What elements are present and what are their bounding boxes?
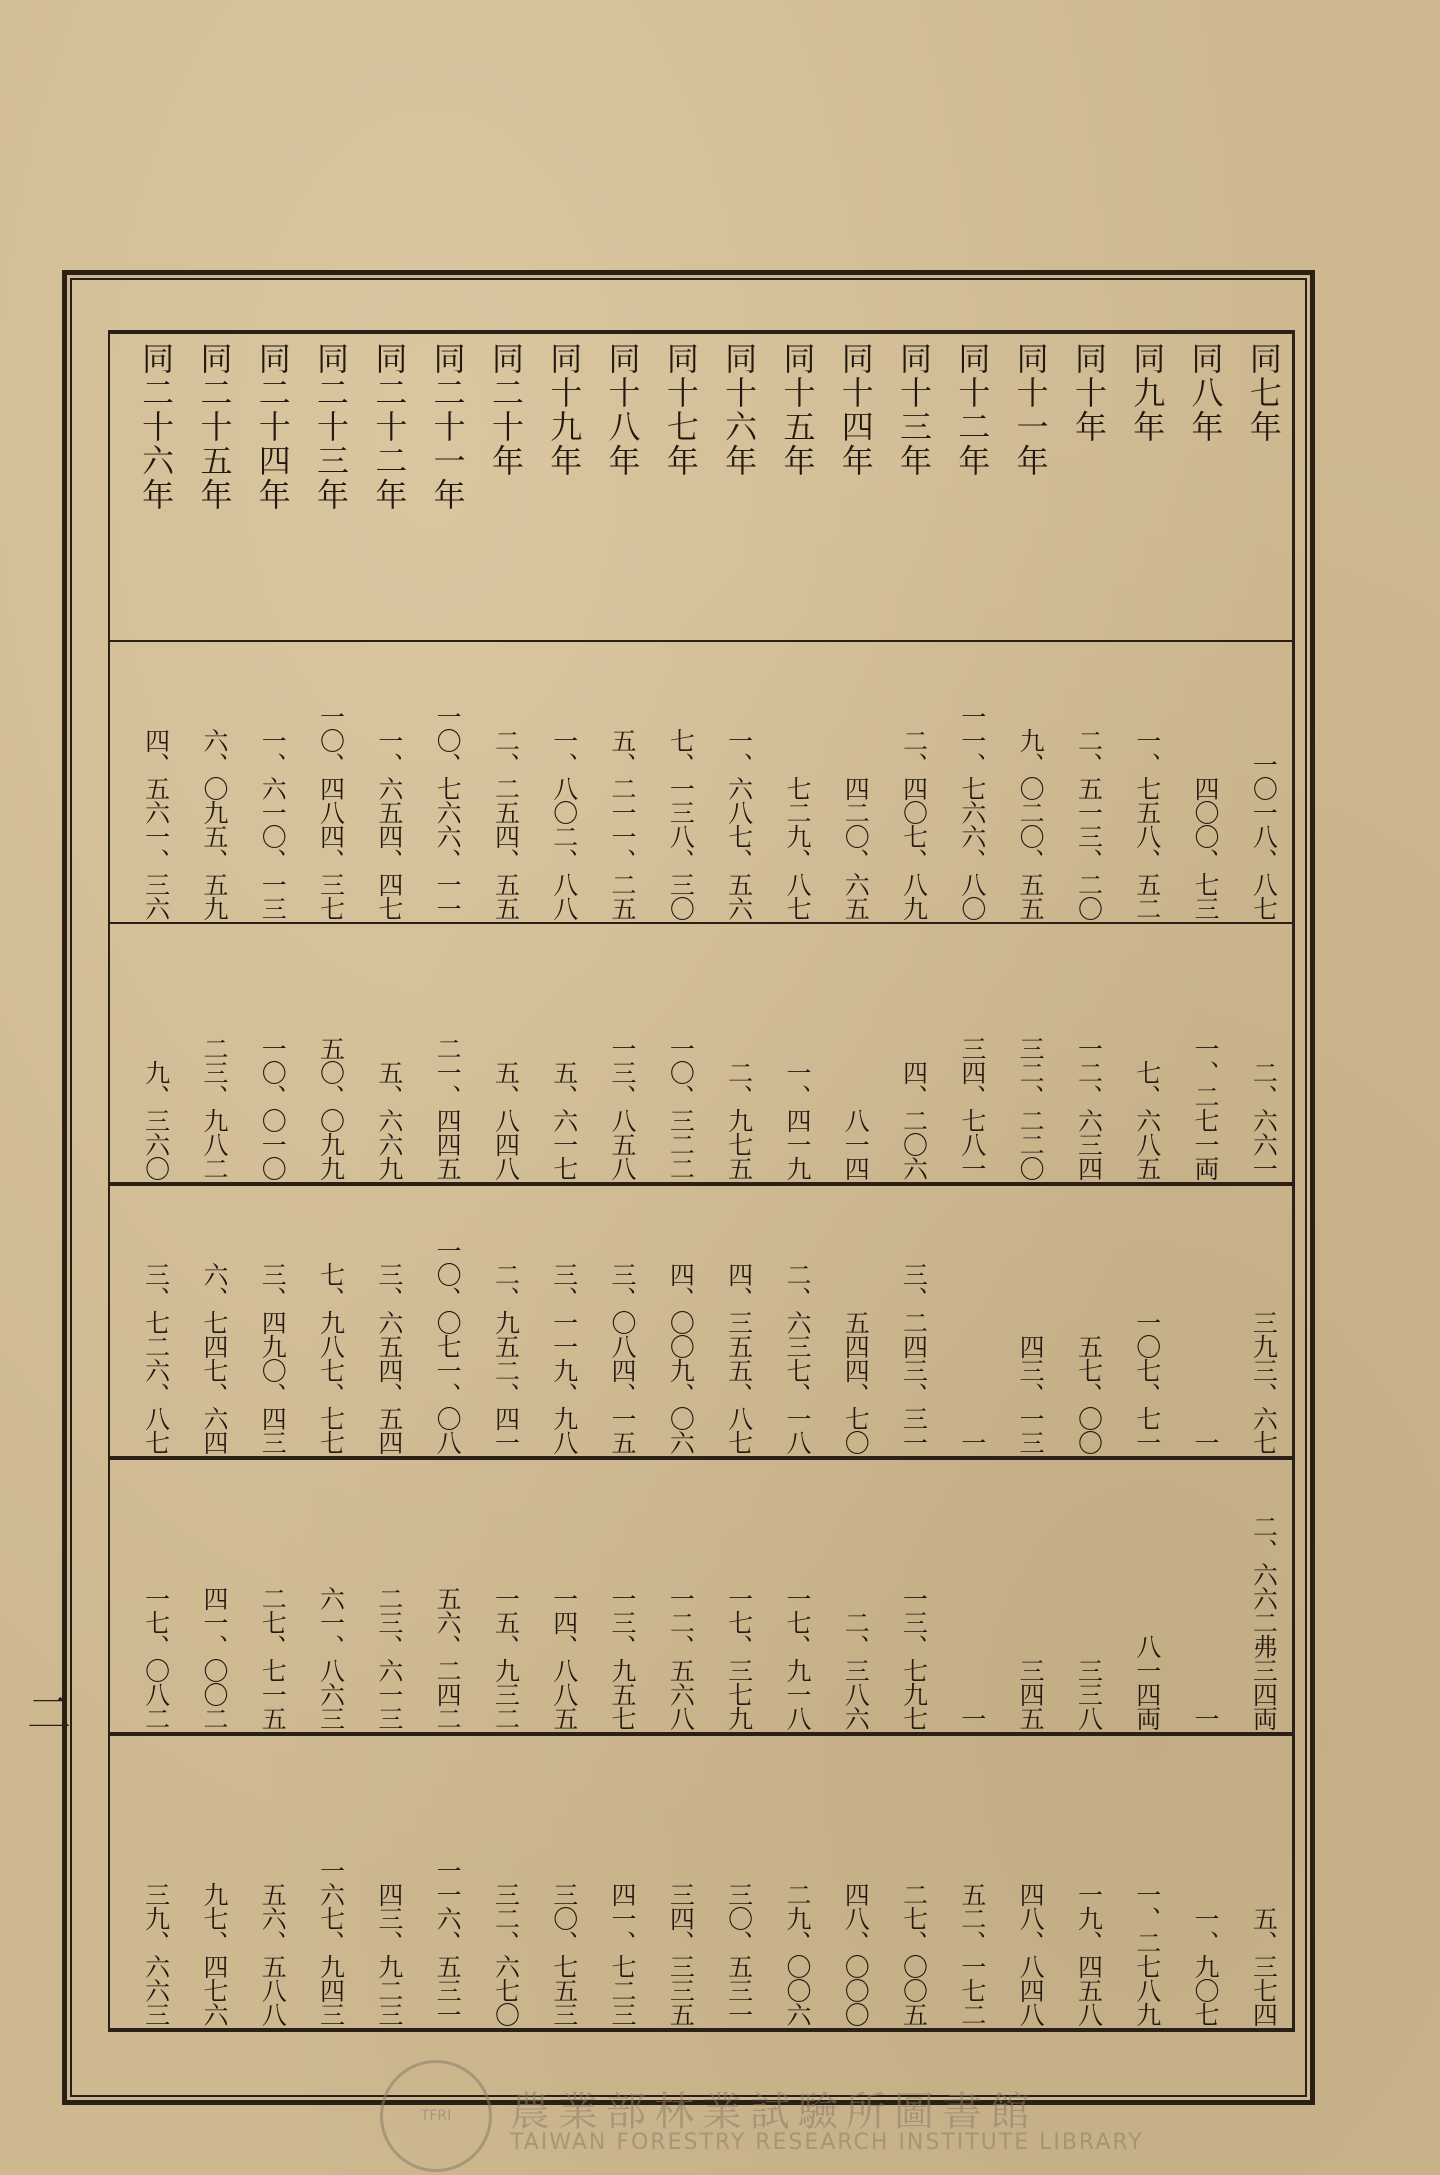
value-cell: [652, 1192, 710, 1454]
value-cell: [1002, 930, 1060, 1180]
value-cell: [244, 930, 302, 1180]
value-text: 一四、八八五: [549, 1586, 579, 1730]
value-cell: [1176, 670, 1234, 920]
value-text: 三、〇八四、一五: [608, 1262, 638, 1454]
year-label: 同十六年: [720, 342, 759, 478]
value-cell: [1176, 1742, 1234, 2026]
value-text: 二、五一三、二〇: [1074, 728, 1104, 920]
value-cell: [885, 670, 943, 920]
value-cell: [419, 1468, 477, 1730]
year-header-cell: [419, 342, 477, 638]
value-cell: [360, 670, 418, 920]
value-cell: [1176, 1468, 1234, 1730]
value-text: 三、七二六、八七: [141, 1262, 171, 1454]
value-cell: [827, 930, 885, 1180]
year-header-cell: [827, 342, 885, 638]
value-cell: [1060, 1468, 1118, 1730]
value-cell: [1060, 1742, 1118, 2026]
value-cell: [185, 1742, 243, 2026]
value-cell: [943, 930, 1001, 1180]
value-cell: [768, 1192, 826, 1454]
year-label: 同十年: [1069, 342, 1108, 444]
value-text: 九七、四七六: [199, 1882, 229, 2026]
year-label: 同二十年: [486, 342, 525, 478]
value-text: 五〇、〇九九: [316, 1036, 346, 1180]
value-cell: [652, 670, 710, 920]
value-text: 四八、八四八: [1016, 1882, 1046, 2026]
year-header-cell: [1235, 342, 1293, 638]
value-cell: [593, 670, 651, 920]
value-cell: [827, 1192, 885, 1454]
value-text: 五、八四八: [491, 1060, 521, 1180]
table-column: [943, 330, 1001, 2032]
value-text: 一、八〇二、八八: [549, 728, 579, 920]
value-text: 四八、〇〇〇: [841, 1882, 871, 2026]
value-text: 五、三七四: [1249, 1906, 1279, 2026]
value-text: 三四、七八一: [957, 1036, 987, 1180]
value-cell: [593, 1468, 651, 1730]
value-text: 二七、七一五: [258, 1586, 288, 1730]
value-cell: [943, 1192, 1001, 1454]
value-cell: [419, 1192, 477, 1454]
value-cell: [1002, 1742, 1060, 2026]
value-text: 五、六六九: [374, 1060, 404, 1180]
value-text: 六一、八六三: [316, 1586, 346, 1730]
value-cell: [477, 670, 535, 920]
value-text: 三二、二二〇: [1016, 1036, 1046, 1180]
value-text: 五六、二四二: [433, 1586, 463, 1730]
value-text: 二、四〇七、八九: [899, 728, 929, 920]
value-cell: [1060, 1192, 1118, 1454]
table-left-rule: [108, 330, 110, 2032]
value-cell: [1118, 930, 1176, 1180]
table-column: [827, 330, 885, 2032]
value-text: 一、六五四、四七: [374, 728, 404, 920]
value-cell: [1060, 930, 1118, 1180]
value-text: 一: [1191, 1706, 1221, 1730]
value-text: 七、一三八、三〇: [666, 728, 696, 920]
value-text: 一、二七一両: [1191, 1036, 1221, 1180]
value-cell: [593, 1192, 651, 1454]
year-header-cell: [1002, 342, 1060, 638]
library-seal: TFRI: [380, 2060, 492, 2172]
value-cell: [1002, 1468, 1060, 1730]
value-cell: [710, 1468, 768, 1730]
value-text: 七二九、八七: [782, 776, 812, 920]
value-cell: [1176, 1192, 1234, 1454]
year-label: 同二十二年: [370, 342, 409, 512]
library-watermark: [380, 2060, 1144, 2170]
value-text: 四一、〇〇二: [199, 1586, 229, 1730]
value-cell: [535, 1742, 593, 2026]
value-text: 七、六八五: [1132, 1060, 1162, 1180]
value-text: 九、〇二〇、五五: [1016, 728, 1046, 920]
table-column: [477, 330, 535, 2032]
value-cell: [360, 930, 418, 1180]
year-header-cell: [477, 342, 535, 638]
table-column: [535, 330, 593, 2032]
year-header-cell: [768, 342, 826, 638]
value-text: 三〇、五三一: [724, 1882, 754, 2026]
value-cell: [477, 1468, 535, 1730]
value-text: 一〇、〇一〇: [258, 1036, 288, 1180]
value-cell: [652, 1742, 710, 2026]
value-cell: [768, 670, 826, 920]
year-label: 同八年: [1186, 342, 1225, 444]
value-cell: [302, 1742, 360, 2026]
value-cell: [943, 1742, 1001, 2026]
value-text: 一、九〇七: [1191, 1906, 1221, 2026]
value-text: 一〇一八、八七: [1249, 752, 1279, 920]
value-text: 一: [957, 1430, 987, 1454]
value-text: 一三、九五七: [608, 1586, 638, 1730]
value-cell: [244, 1192, 302, 1454]
value-cell: [1235, 1192, 1293, 1454]
value-cell: [127, 1742, 185, 2026]
year-label: 同二十三年: [312, 342, 351, 512]
value-cell: [185, 1192, 243, 1454]
value-cell: [1002, 670, 1060, 920]
year-header-cell: [1176, 342, 1234, 638]
value-text: 八一四: [841, 1108, 871, 1180]
value-cell: [1118, 1468, 1176, 1730]
year-header-cell: [302, 342, 360, 638]
value-cell: [943, 670, 1001, 920]
value-text: 一三、七九七: [899, 1586, 929, 1730]
table-column: [768, 330, 826, 2032]
value-text: 三、六五四、五四: [374, 1262, 404, 1454]
year-header-cell: [1118, 342, 1176, 638]
table-column: [1235, 330, 1293, 2032]
value-text: 六、〇九五、五九: [199, 728, 229, 920]
value-text: 二、六六一: [1249, 1060, 1279, 1180]
value-text: 五、二一一、二五: [608, 728, 638, 920]
value-cell: [885, 930, 943, 1180]
year-label: 同十一年: [1011, 342, 1050, 478]
value-text: 三四五: [1016, 1658, 1046, 1730]
value-cell: [302, 670, 360, 920]
value-cell: [1060, 670, 1118, 920]
value-text: 一九、四五八: [1074, 1882, 1104, 2026]
value-text: 四、三五五、八七: [724, 1262, 754, 1454]
value-cell: [360, 1468, 418, 1730]
value-text: 三九、六六三: [141, 1882, 171, 2026]
year-label: 同十八年: [603, 342, 642, 478]
table-column: [1176, 330, 1234, 2032]
value-cell: [710, 670, 768, 920]
year-label: 同九年: [1128, 342, 1167, 444]
year-header-cell: [244, 342, 302, 638]
value-text: 一〇、〇七一、〇八: [433, 1238, 463, 1454]
table-column: [419, 330, 477, 2032]
value-text: 一七、三七九: [724, 1586, 754, 1730]
statistics-table: [108, 330, 1293, 2032]
value-cell: [1235, 1742, 1293, 2026]
value-cell: [1002, 1192, 1060, 1454]
year-label: 同二十四年: [253, 342, 292, 512]
table-column: [127, 330, 185, 2032]
value-cell: [535, 930, 593, 1180]
value-text: 二三、六一三: [374, 1586, 404, 1730]
watermark-title: 農業部林業試驗所圖書館: [510, 2089, 1038, 2135]
year-header-cell: [360, 342, 418, 638]
value-cell: [1235, 1468, 1293, 1730]
value-text: 二、六三七、一八: [782, 1262, 812, 1454]
value-cell: [1176, 930, 1234, 1180]
value-cell: [768, 930, 826, 1180]
value-cell: [652, 1468, 710, 1730]
year-header-cell: [885, 342, 943, 638]
value-text: 一五、九三二: [491, 1586, 521, 1730]
value-text: 二一、四四五: [433, 1036, 463, 1180]
value-cell: [419, 1742, 477, 2026]
value-cell: [127, 1192, 185, 1454]
table-column: [593, 330, 651, 2032]
value-cell: [244, 1468, 302, 1730]
value-cell: [127, 1468, 185, 1730]
value-text: 一六七、九四三: [316, 1858, 346, 2026]
year-label: 同十七年: [661, 342, 700, 478]
year-header-cell: [943, 342, 1001, 638]
value-text: 五二、一七二: [957, 1882, 987, 2026]
value-cell: [710, 1742, 768, 2026]
value-cell: [302, 930, 360, 1180]
value-cell: [535, 670, 593, 920]
value-text: 四二〇、六五: [841, 776, 871, 920]
value-cell: [244, 1742, 302, 2026]
year-label: 同十四年: [836, 342, 875, 478]
table-column: [710, 330, 768, 2032]
table-column: [652, 330, 710, 2032]
value-cell: [1118, 670, 1176, 920]
value-text: 一、七五八、五二: [1132, 728, 1162, 920]
value-text: 二、三八六: [841, 1610, 871, 1730]
value-cell: [360, 1742, 418, 2026]
value-cell: [593, 930, 651, 1180]
table-column: [1002, 330, 1060, 2032]
year-label: 同十三年: [895, 342, 934, 478]
year-header-cell: [1060, 342, 1118, 638]
year-label: 同十九年: [545, 342, 584, 478]
value-cell: [885, 1192, 943, 1454]
table-column: [885, 330, 943, 2032]
value-text: 三〇、七五三: [549, 1882, 579, 2026]
value-text: 一〇、七六六、一一: [433, 704, 463, 920]
value-cell: [943, 1468, 1001, 1730]
table-column: [185, 330, 243, 2032]
value-text: 二、九五二、四一: [491, 1262, 521, 1454]
value-cell: [827, 670, 885, 920]
year-header-cell: [535, 342, 593, 638]
value-text: 三、二四三、三一: [899, 1262, 929, 1454]
value-text: 一〇、三二二: [666, 1036, 696, 1180]
value-text: 二七、〇〇五: [899, 1882, 929, 2026]
value-cell: [127, 930, 185, 1180]
value-cell: [419, 670, 477, 920]
value-text: 三、四九〇、四三: [258, 1262, 288, 1454]
year-header-cell: [127, 342, 185, 638]
year-label: 同二十五年: [195, 342, 234, 512]
year-label: 同二十一年: [428, 342, 467, 512]
value-text: 一二、五六八: [666, 1586, 696, 1730]
value-text: 四、〇〇九、〇六: [666, 1262, 696, 1454]
value-text: 五四四、七〇: [841, 1310, 871, 1454]
value-text: 三九三、六七: [1249, 1310, 1279, 1454]
table-column: [1118, 330, 1176, 2032]
value-text: 一一六、五三一: [433, 1858, 463, 2026]
value-cell: [1118, 1742, 1176, 2026]
table-column: [244, 330, 302, 2032]
value-text: 二、六六二弗三四両: [1249, 1514, 1279, 1730]
table-column: [302, 330, 360, 2032]
value-text: 四、五六一、三六: [141, 728, 171, 920]
value-text: 五六、五八八: [258, 1882, 288, 2026]
value-text: 八一四両: [1132, 1634, 1162, 1730]
value-text: 一、二七八九: [1132, 1882, 1162, 2026]
value-text: 一七、〇八二: [141, 1586, 171, 1730]
value-text: 二九、〇〇六: [782, 1882, 812, 2026]
value-cell: [360, 1192, 418, 1454]
value-cell: [419, 930, 477, 1180]
value-cell: [535, 1468, 593, 1730]
page-number: 二: [19, 1690, 70, 1734]
value-cell: [710, 1192, 768, 1454]
value-text: 三三八: [1074, 1658, 1104, 1730]
year-label: 同十二年: [953, 342, 992, 478]
year-header-cell: [593, 342, 651, 638]
year-label: 同十五年: [778, 342, 817, 478]
value-cell: [593, 1742, 651, 2026]
value-text: 一: [957, 1706, 987, 1730]
table-column: [360, 330, 418, 2032]
value-text: 四三、九二三: [374, 1882, 404, 2026]
value-cell: [185, 930, 243, 1180]
value-cell: [652, 930, 710, 1180]
value-cell: [127, 670, 185, 920]
value-text: 五、六一七: [549, 1060, 579, 1180]
value-cell: [185, 1468, 243, 1730]
value-text: 一七、九一八: [782, 1586, 812, 1730]
year-header-cell: [652, 342, 710, 638]
value-cell: [827, 1742, 885, 2026]
value-cell: [185, 670, 243, 920]
value-text: 一〇七、七一: [1132, 1310, 1162, 1454]
value-text: 一: [1191, 1430, 1221, 1454]
value-cell: [768, 1468, 826, 1730]
value-text: 四〇〇、七三: [1191, 776, 1221, 920]
value-cell: [885, 1468, 943, 1730]
value-cell: [1118, 1192, 1176, 1454]
value-cell: [477, 1192, 535, 1454]
value-text: 三、一一九、九八: [549, 1262, 579, 1454]
value-text: 一、四一九: [782, 1060, 812, 1180]
value-text: 一二、六三四: [1074, 1036, 1104, 1180]
value-text: 二、九七五: [724, 1060, 754, 1180]
value-text: 四、二〇六: [899, 1060, 929, 1180]
value-cell: [768, 1742, 826, 2026]
value-text: 五七、〇〇: [1074, 1334, 1104, 1454]
value-text: 一一、七六六、八〇: [957, 704, 987, 920]
value-text: 四一、七二三: [608, 1882, 638, 2026]
value-text: 三四、三三五: [666, 1882, 696, 2026]
value-text: 六、七四七、六四: [199, 1262, 229, 1454]
value-text: 一〇、四八四、三七: [316, 704, 346, 920]
value-cell: [1235, 670, 1293, 920]
value-cell: [302, 1192, 360, 1454]
year-label: 同二十六年: [137, 342, 176, 512]
value-text: 一三、八五八: [608, 1036, 638, 1180]
value-cell: [827, 1468, 885, 1730]
value-cell: [535, 1192, 593, 1454]
table-column: [1060, 330, 1118, 2032]
watermark-subtitle: TAIWAN FORESTRY RESEARCH INSTITUTE LIBRARY: [510, 2130, 1144, 2155]
year-header-cell: [185, 342, 243, 638]
value-text: 四三、一三: [1016, 1334, 1046, 1454]
value-text: 二、二五四、五五: [491, 728, 521, 920]
value-text: 一、六一〇、一三: [258, 728, 288, 920]
value-text: 三二、六七〇: [491, 1882, 521, 2026]
value-cell: [477, 930, 535, 1180]
value-text: 一、六八七、五六: [724, 728, 754, 920]
value-cell: [302, 1468, 360, 1730]
value-text: 七、九八七、七七: [316, 1262, 346, 1454]
value-text: 二三、九八二: [199, 1036, 229, 1180]
value-text: 九、三六〇: [141, 1060, 171, 1180]
value-cell: [885, 1742, 943, 2026]
value-cell: [244, 670, 302, 920]
value-cell: [710, 930, 768, 1180]
year-header-cell: [710, 342, 768, 638]
value-cell: [477, 1742, 535, 2026]
value-cell: [1235, 930, 1293, 1180]
year-label: 同七年: [1244, 342, 1283, 444]
